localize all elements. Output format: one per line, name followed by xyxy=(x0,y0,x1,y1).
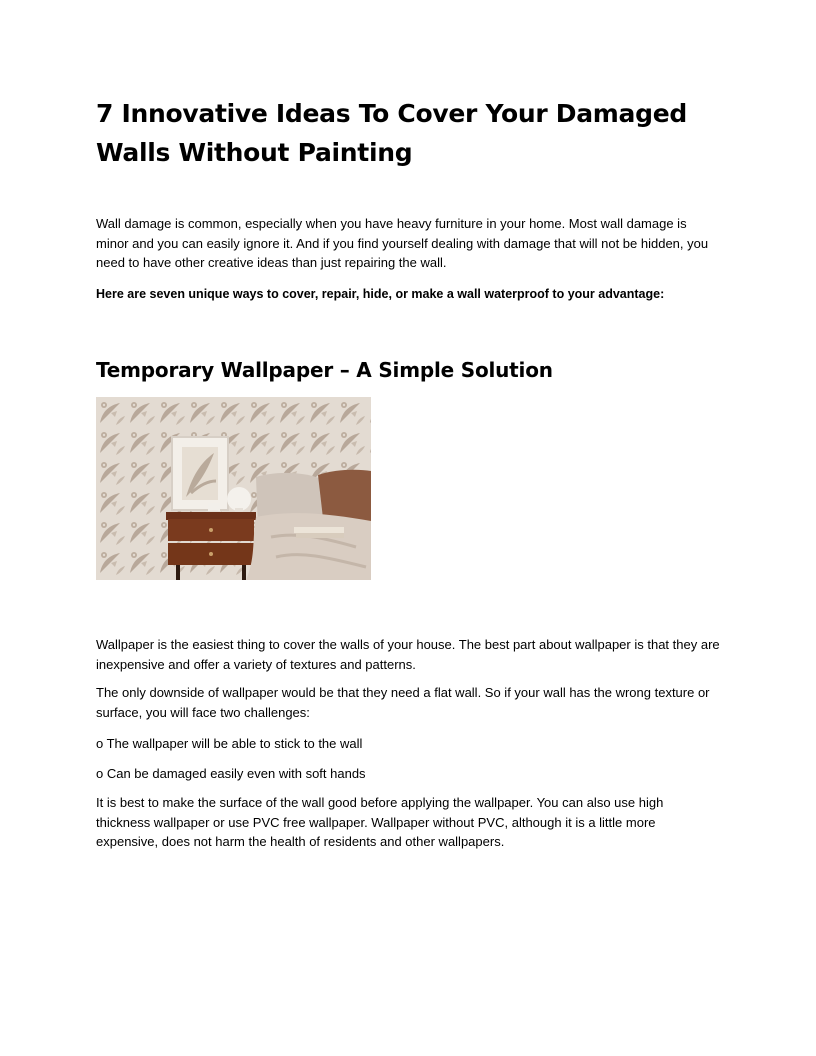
intro-paragraph: Wall damage is common, especially when you have heavy furniture in your home. Most wall damage is minor and you can easily ignore it. And if you find yourself dealing with damage that will not be hidden, you need to have other creative ideas than just repairing the wall. xyxy=(96,216,709,270)
wallpaper-bedroom-photo xyxy=(96,397,371,580)
bullet-item-1: o The wallpaper will be able to stick to the wall xyxy=(96,736,363,751)
section-heading: Temporary Wallpaper – A Simple Solution xyxy=(96,358,553,382)
paragraph-3: It is best to make the surface of the wall good before applying the wallpaper. You can also use high thickness wallpaper or use PVC free wallpaper. Wallpaper without PVC, although it is a little more expensive, does not harm the health of residents and other wallpapers. xyxy=(96,795,664,849)
lead-paragraph: Here are seven unique ways to cover, repair, hide, or make a wall waterproof to your advantage: xyxy=(96,287,665,301)
paragraph-2: The only downside of wallpaper would be that they need a flat wall. So if your wall has the wrong texture or surface, you will face two challenges: xyxy=(96,685,710,720)
bullet-item-2: o Can be damaged easily even with soft hands xyxy=(96,766,366,781)
page-title: 7 Innovative Ideas To Cover Your Damaged Walls Without Painting xyxy=(96,99,687,167)
paragraph-1: Wallpaper is the easiest thing to cover the walls of your house. The best part about wallpaper is that they are inexpensive and offer a variety of textures and patterns. xyxy=(96,637,720,672)
